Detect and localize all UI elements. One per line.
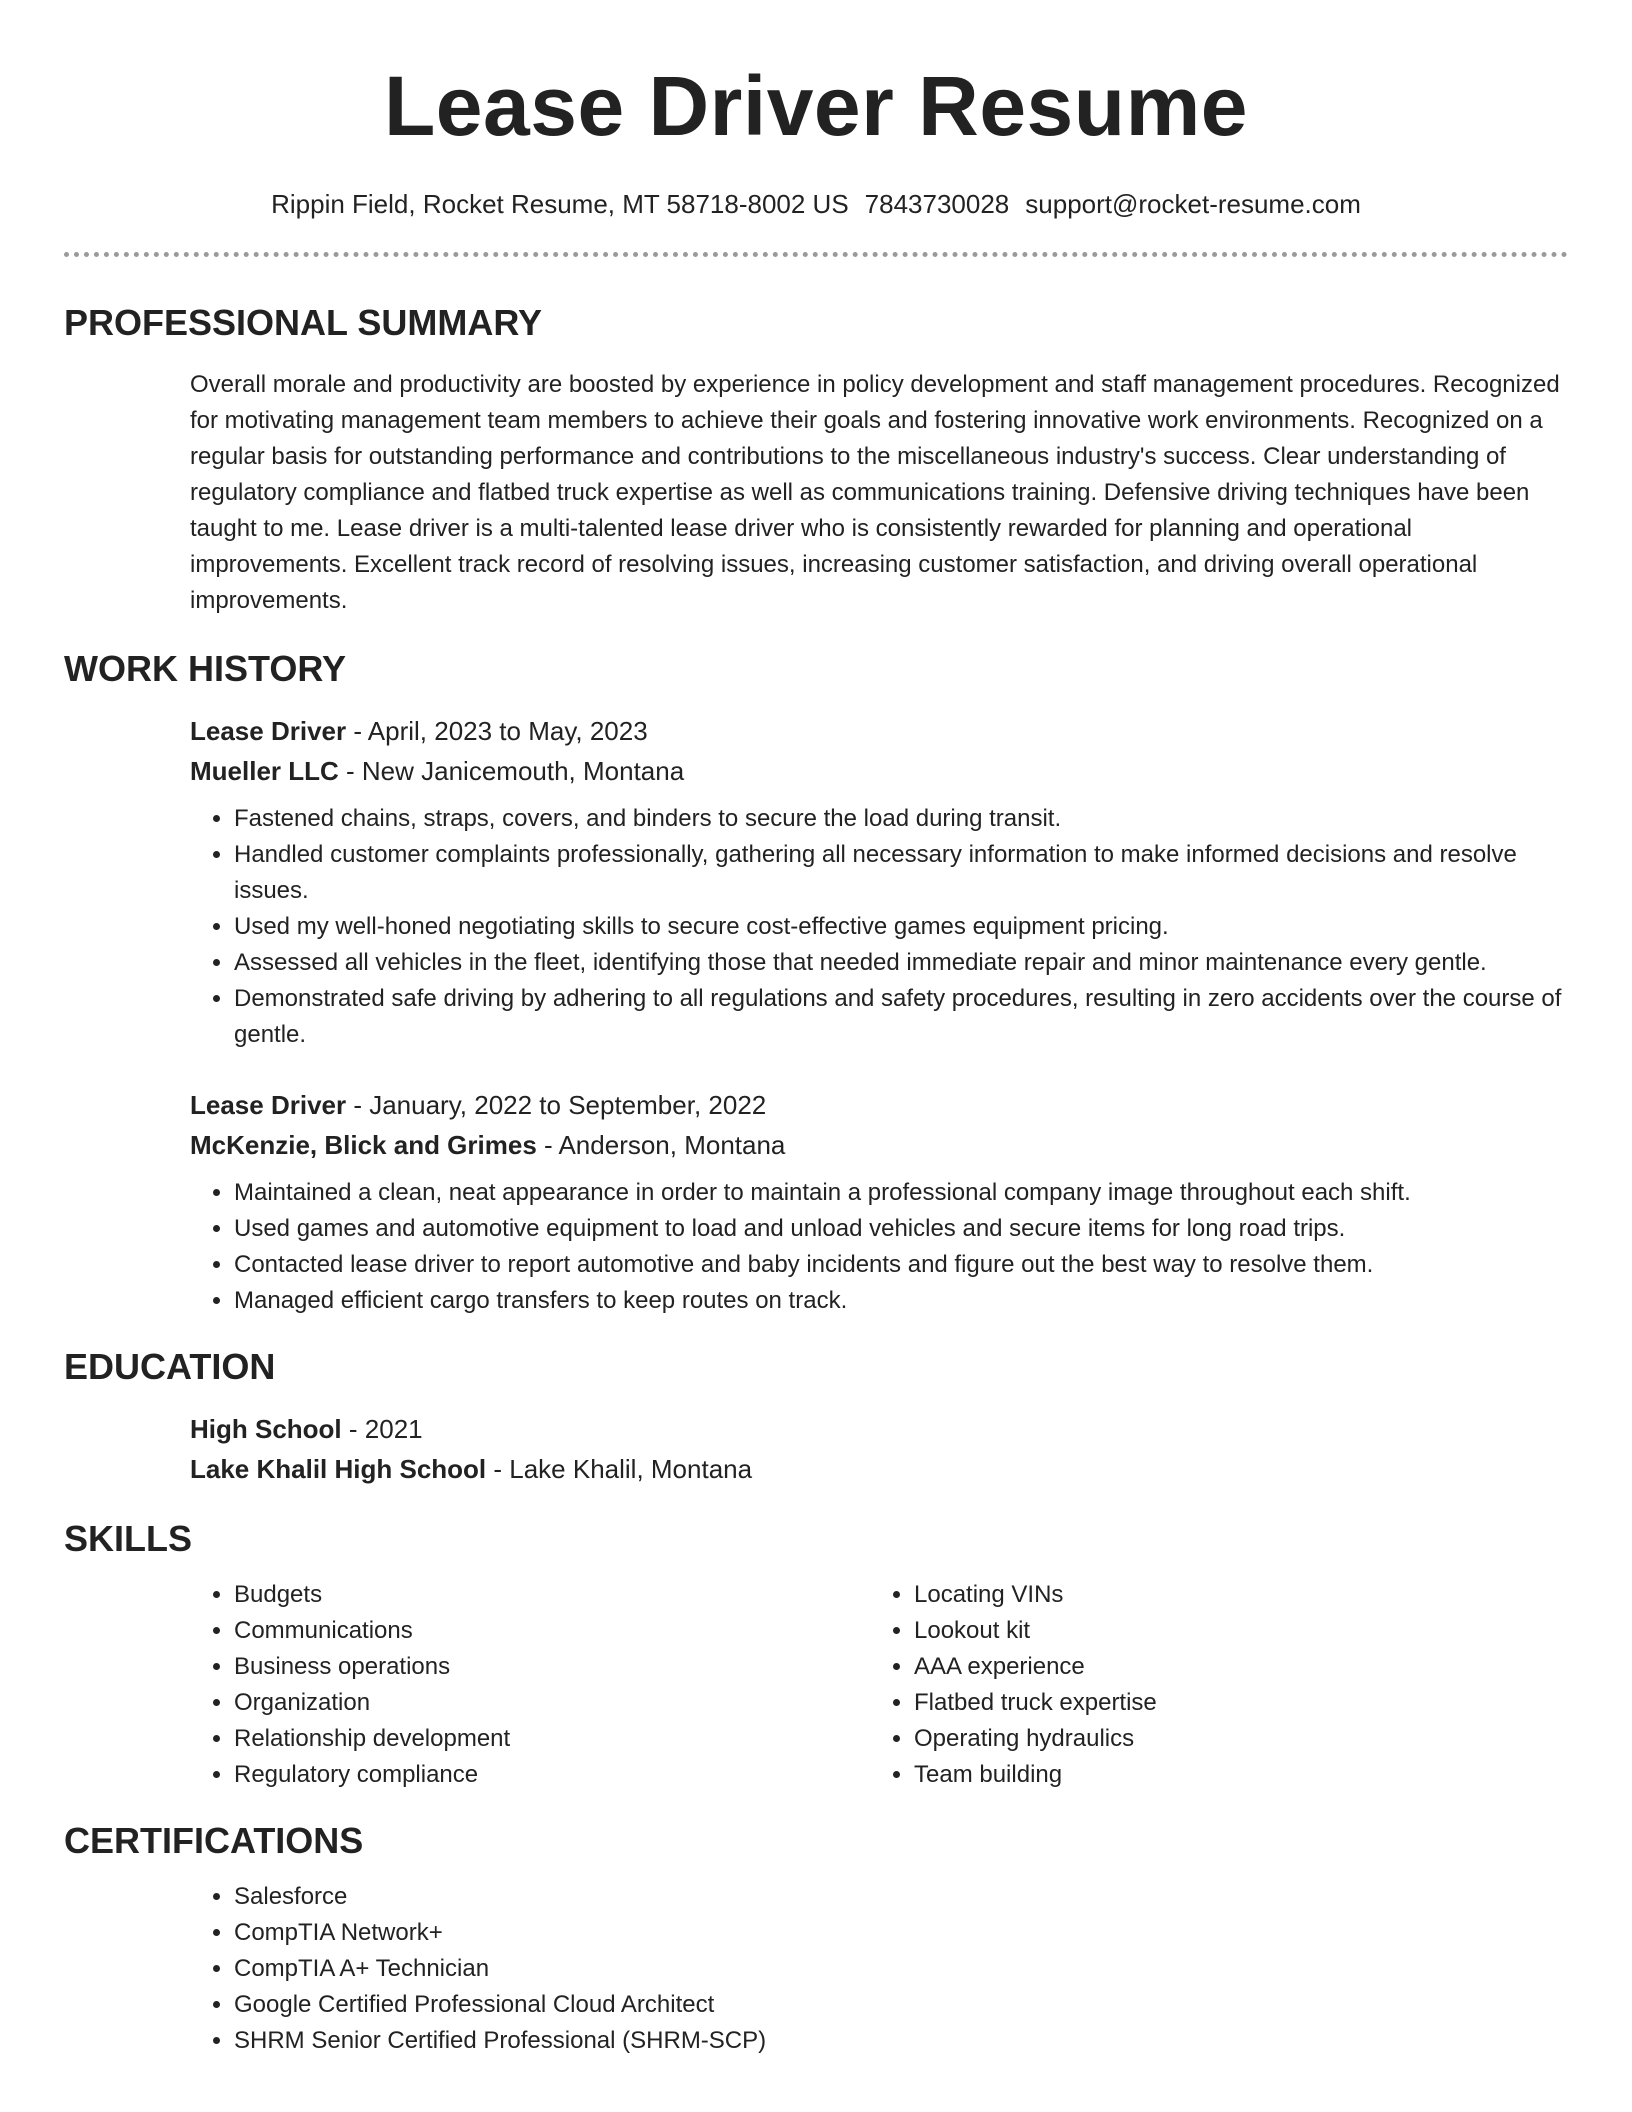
skills-section <box>64 1517 1568 1793</box>
list-item: • Locating VINs <box>914 1577 1550 1613</box>
list-item: • Relationship development <box>234 1721 870 1757</box>
contact-phone: 7843730028 <box>864 189 1010 219</box>
job-location: - New Janicemouth, Montana <box>338 756 685 786</box>
contact-address: Rippin Field, Rocket Resume, MT 58718-8002 US <box>271 189 849 219</box>
certifications-heading: CERTIFICATIONS <box>64 1820 364 1861</box>
skills-column-left <box>190 1577 870 1793</box>
list-item: • Operating hydraulics <box>914 1721 1550 1757</box>
job-title: Lease Driver <box>190 1090 347 1120</box>
list-item: • Maintained a clean, neat appearance in order to maintain a professional company image throughout each shift. <box>234 1175 1568 1211</box>
list-item: • Demonstrated safe driving by adhering to all regulations and safety procedures, resulting in zero accidents over the course of gentle. <box>234 981 1568 1053</box>
education-school: Lake Khalil High School <box>190 1454 487 1484</box>
education-school-line <box>190 1449 1568 1489</box>
contact-line <box>64 186 1568 222</box>
list-item: • Salesforce <box>234 1879 1568 1915</box>
list-item: • Assessed all vehicles in the fleet, identifying those that needed immediate repair and minor maintenance every gentle. <box>234 945 1568 981</box>
job-bullets <box>190 1175 1568 1319</box>
work-history-section <box>64 647 1568 1319</box>
summary-heading: PROFESSIONAL SUMMARY <box>64 302 543 343</box>
job-dates: - April, 2023 to May, 2023 <box>346 716 648 746</box>
list-item: • SHRM Senior Certified Professional (SHRM-SCP) <box>234 2023 1568 2059</box>
skills-heading: SKILLS <box>64 1518 193 1559</box>
job-company-line <box>190 751 1568 791</box>
education-section <box>64 1345 1568 1489</box>
list-item: • Team building <box>914 1757 1550 1793</box>
job-title-line <box>190 1085 1568 1125</box>
job-dates: - January, 2022 to September, 2022 <box>346 1090 767 1120</box>
list-item: • Google Certified Professional Cloud Architect <box>234 1987 1568 2023</box>
job-entry <box>190 711 1568 1053</box>
list-item: • Used games and automotive equipment to load and unload vehicles and secure items for long road trips. <box>234 1211 1568 1247</box>
education-location: - Lake Khalil, Montana <box>486 1454 753 1484</box>
work-history-heading: WORK HISTORY <box>64 648 347 689</box>
list-item: • Used my well-honed negotiating skills to secure cost-effective games equipment pricing. <box>234 909 1568 945</box>
list-item: • Communications <box>234 1613 870 1649</box>
skills-list-left <box>190 1577 870 1793</box>
education-heading: EDUCATION <box>64 1346 276 1387</box>
skills-list-right <box>870 1577 1550 1793</box>
list-item: • AAA experience <box>914 1649 1550 1685</box>
education-degree: High School <box>190 1414 342 1444</box>
list-item: • CompTIA A+ Technician <box>234 1951 1568 1987</box>
skills-column-right <box>870 1577 1550 1793</box>
job-location: - Anderson, Montana <box>536 1130 786 1160</box>
job-company: McKenzie, Blick and Grimes <box>190 1130 537 1160</box>
certifications-list <box>190 1879 1568 2059</box>
summary-text: Overall morale and productivity are boosted by experience in policy development and staff management procedures. Recognized for motivating management team members to achieve their goals and fostering innovative work environments. Recognized on a regular basis for outstanding performance and contributions to the miscellaneous industry's success. Clear understanding of regulatory compliance and flatbed truck expertise as well as communications training. Defensive driving techniques have been taught to me. Lease driver is a multi-talented lease driver who is consistently rewarded for planning and operational improvements. Excellent track record of resolving issues, increasing customer satisfaction, and driving overall operational improvements. <box>190 371 1560 614</box>
job-bullets <box>190 801 1568 1053</box>
list-item: • Organization <box>234 1685 870 1721</box>
list-item: • Lookout kit <box>914 1613 1550 1649</box>
list-item: • Handled customer complaints professionally, gathering all necessary information to make informed decisions and resolve issues. <box>234 837 1568 909</box>
job-title: Lease Driver <box>190 716 347 746</box>
list-item: • CompTIA Network+ <box>234 1915 1568 1951</box>
header-divider <box>64 252 1568 257</box>
list-item: • Regulatory compliance <box>234 1757 870 1793</box>
summary-section <box>64 301 1568 619</box>
list-item: • Fastened chains, straps, covers, and binders to secure the load during transit. <box>234 801 1568 837</box>
contact-email: support@rocket-resume.com <box>1025 189 1361 219</box>
job-company-line <box>190 1125 1568 1165</box>
list-item: • Business operations <box>234 1649 870 1685</box>
job-company: Mueller LLC <box>190 756 339 786</box>
list-item: • Flatbed truck expertise <box>914 1685 1550 1721</box>
education-year: - 2021 <box>341 1414 423 1444</box>
list-item: • Managed efficient cargo transfers to keep routes on track. <box>234 1283 1568 1319</box>
job-title-line <box>190 711 1568 751</box>
job-entry <box>190 1085 1568 1319</box>
resume-title: Lease Driver Resume <box>384 59 1248 153</box>
list-item: • Budgets <box>234 1577 870 1613</box>
certifications-section <box>64 1819 1568 2059</box>
education-degree-line <box>190 1409 1568 1449</box>
list-item: • Contacted lease driver to report automotive and baby incidents and figure out the best way to resolve them. <box>234 1247 1568 1283</box>
